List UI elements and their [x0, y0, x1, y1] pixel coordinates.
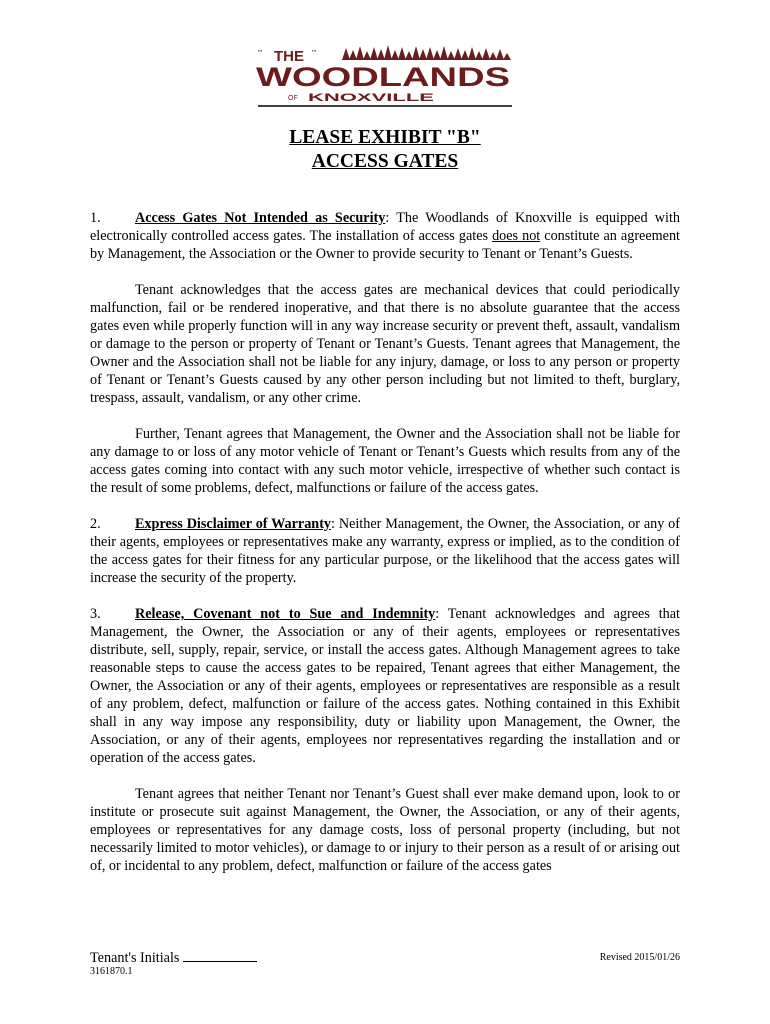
tenant-initials: [90, 948, 257, 967]
section-1-text-b: constitute an agreement by Management, the Association or the Owner to provide security to Tenant or Tenant’s Guests.: [90, 228, 681, 262]
section-1-paragraph: [90, 209, 680, 263]
logo-the-text: THE: [274, 48, 304, 65]
exhibit-title: LEASE EXHIBIT "B": [289, 127, 481, 148]
section-1-text-a: : The Woodlands of Knoxville is equipped with electronically controlled access gates. The installation of access gates: [90, 210, 680, 244]
tenant-initials-blank[interactable]: [183, 948, 257, 962]
paragraph-vehicle-damage: Further, Tenant agrees that Management, the Owner and the Association shall not be liable for any damage to or loss of any motor vehicle of Tenant or Tenant’s Guests which results from any of the access gates coming into contact with any such motor vehicle, irrespective of whether such contact is the result of some problems, defect, malfunctions or failure of the access gates.: [90, 426, 680, 496]
section-2-heading: Express Disclaimer of Warranty: [135, 516, 332, 532]
section-1-emphasis: does not: [492, 228, 541, 244]
section-2-text: : Neither Management, the Owner, the Association, or any of their agents, employees or representatives make any warranty, express or implied, as to the condition of the access gates for their fitness for any particular purpose, or the likelihood that the access gates will increase the security of the property.: [90, 516, 680, 586]
paragraph-malfunction-acknowledgement: Tenant acknowledges that the access gates are mechanical devices that could periodically malfunction, fail or be rendered inoperative, and that there is no absolute guarantee that the access gates even while properly function will in any way increase security or prevent theft, assault, vandalism or damage to the person or property of Tenant or Tenant’s Guests. Tenant agrees that Management, the Owner and the Association shall not be liable for any injury, damage, or loss to any person or property of Tenant or Tenant’s Guests caused by any other person including but not limited to theft, burglary, trespass, assault, vandalism, or any other crime.: [90, 282, 680, 406]
section-2-paragraph: [90, 515, 680, 587]
logo-woodlands-text: WOODLANDS: [256, 62, 510, 92]
section-3-paragraph: [90, 605, 680, 767]
exhibit-subtitle: ACCESS GATES: [311, 151, 459, 172]
section-1-heading: Access Gates Not Intended as Security: [135, 210, 386, 226]
document-code: 3161870.1: [90, 966, 133, 977]
section-1-number: 1.: [90, 210, 101, 226]
svg-text:"': "': [312, 49, 317, 58]
tree-line-graphic: [342, 45, 511, 60]
svg-text:"': "': [258, 49, 263, 58]
section-3-heading: Release, Covenant not to Sue and Indemnity: [135, 606, 436, 622]
revision-date: Revised 2015/01/26: [599, 952, 680, 963]
section-3-number: 3.: [90, 606, 101, 622]
tenant-initials-label: Tenant's Initials: [90, 950, 180, 966]
logo-graphic: [254, 42, 516, 108]
section-3-text: : Tenant acknowledges and agrees that Management, the Owner, the Association or any of their agents, employees or representatives distribute, sell, supply, repair, service, or install the access gates. Although Management agrees to take reasonable steps to cause the access gates to be repaired, Tenant agrees that either Management, the Owner, the Association or any of their agents, employees or representatives are responsible as a result of any problem, defect, malfunction or failure of the access gates. Nothing contained in this Exhibit shall in any way impose any responsibility, duty or liability upon Management, the Owner, the Association, or any of their agents, employees nor representatives regarding the installation and or operation of the access gates.: [90, 606, 680, 766]
paragraph-no-suit: Tenant agrees that neither Tenant nor Tenant’s Guest shall ever make demand upon, look to or institute or prosecute suit against Management, the Owner, the Association, or any of their agents, employees or representatives for any damage costs, loss of personal property (including, but not necessarily limited to motor vehicles), or damage to or injury to their person as a result of or arising out of, or incidental to any problem, defect, malfunction or failure of the access gates: [90, 786, 680, 874]
logo-knoxville-text: KNOXVILLE: [308, 92, 434, 104]
section-2-number: 2.: [90, 516, 101, 532]
woodlands-logo: [254, 42, 516, 108]
document-body: [90, 209, 680, 875]
logo-of-text: OF: [288, 95, 298, 102]
